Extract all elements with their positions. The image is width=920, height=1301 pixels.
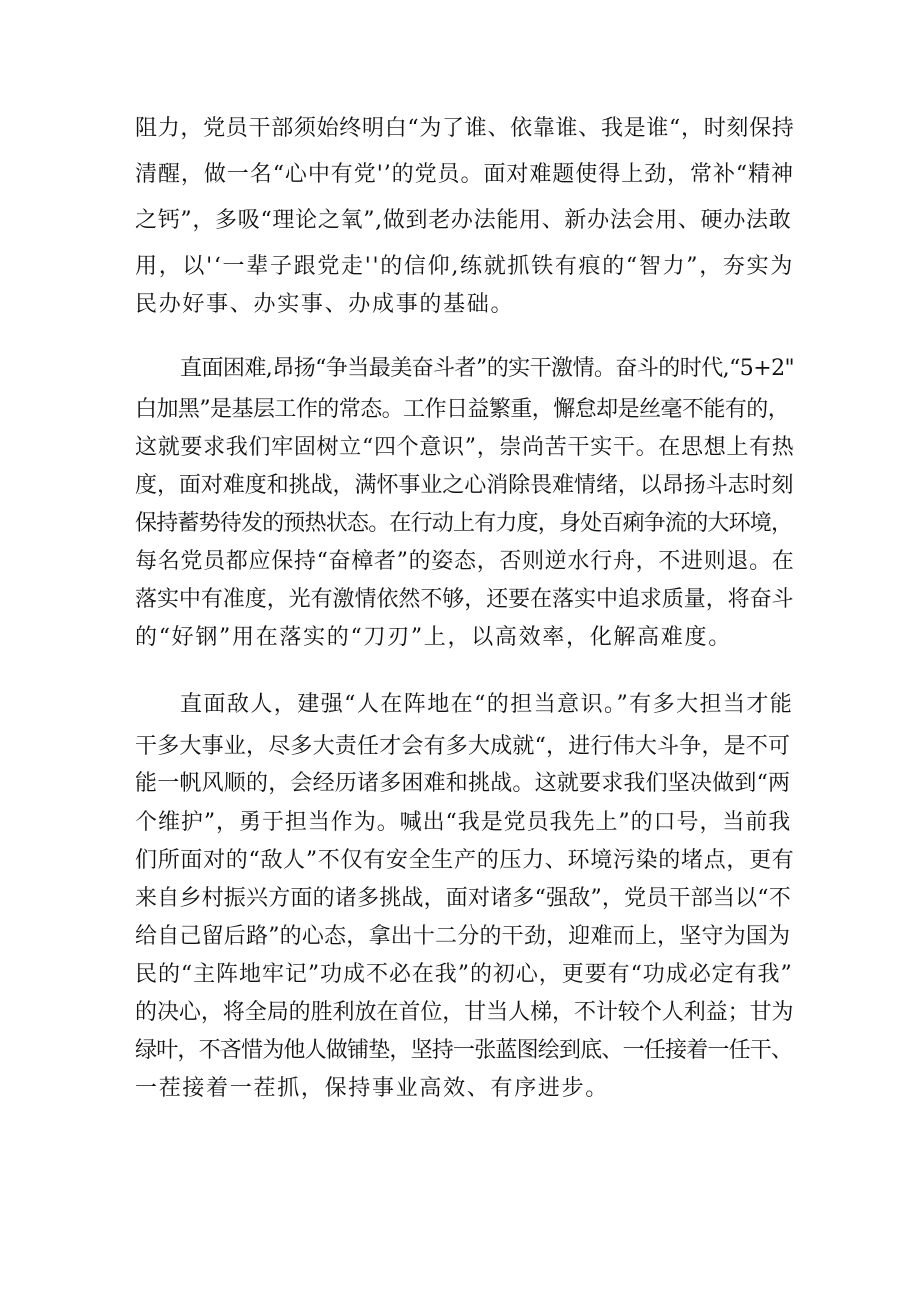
text-line: 给自己留后路”的心态，拿出十二分的干劲，迎难而上，坚守为国为 bbox=[135, 924, 791, 949]
text-line: 每名党员都应保持“奋樟者”的姿态，否则逆水行舟，不进则退。在 bbox=[135, 549, 795, 574]
text-line: 直面敌人，建强“人在阵地在“的担当意识。”有多大担当才能 bbox=[180, 692, 794, 717]
text-line: 来自乡村振兴方面的诸多挑战，面对诸多“强敌”，党员干部当以“不 bbox=[135, 886, 791, 911]
text-line: 度，面对难度和挑战，满怀事业之心消除畏难情绪，以昂扬斗志时刻 bbox=[135, 473, 794, 498]
text-line: 绿叶，不吝惜为他人做铺垫，坚持一张蓝图绘到底、一任接着一任干、 bbox=[135, 1038, 793, 1063]
text-line: 干多大事业，尽多大责任才会有多大成就“，进行伟大斗争，是不可 bbox=[135, 734, 791, 759]
text-line: 这就要求我们牢固树立“四个意识”，崇尚苦干实干。在思想上有热 bbox=[135, 435, 795, 460]
text-line: 直面困难,昂扬“争当最美奋斗者”的实干激情。奋斗的时代,“5+2" bbox=[180, 356, 795, 381]
text-line: 之钙”，多吸“理论之氧”,做到老办法能用、新办法会用、硬办法敢 bbox=[135, 208, 792, 233]
text-line: 民办好事、办实事、办成事的基础。 bbox=[135, 292, 515, 317]
text-line: 阻力，党员干部须始终明白“为了谁、依靠谁、我是谁“，时刻保持 bbox=[135, 116, 795, 141]
text-line: 白加黑”是基层工作的常态。工作日益繁重，懈怠却是丝毫不能有的， bbox=[135, 397, 790, 422]
text-line: 一茬接着一茬抓，保持事业高效、有序进步。 bbox=[135, 1076, 610, 1101]
text-line: 保持蓄势待发的预热状态。在行动上有力度，身处百痢争流的大环境， bbox=[135, 511, 793, 536]
text-line: 的“好钢”用在落实的“刀刃”上，以高效率，化解高难度。 bbox=[135, 625, 732, 650]
text-line: 落实中有准度，光有激情依然不够，还要在落实中追求质量，将奋斗 bbox=[135, 587, 794, 612]
text-line: 们所面对的“敌人”不仅有安全生产的压力、环境污染的堵点，更有 bbox=[135, 848, 795, 873]
text-line: 能一帆风顺的，会经历诸多困难和挑战。这就要求我们坚决做到“两 bbox=[135, 771, 791, 796]
text-line: 清醒，做一名“心中有党'’的党员。面对难题使得上劲，常补“精神 bbox=[135, 162, 794, 187]
text-line: 民的“主阵地牢记”功成不必在我”的初心，更要有“功成必定有我” bbox=[135, 962, 793, 987]
text-line: 用，以'‘一辈子跟党走''的信仰,练就抓铁有痕的“智力”，夯实为 bbox=[135, 254, 795, 279]
text-line: 个维护”，勇于担当作为。喊出“我是党员我先上”的口号，当前我 bbox=[135, 810, 792, 835]
text-line: 的决心，将全局的胜利放在首位，甘当人梯，不计较个人利益；甘为 bbox=[135, 1000, 794, 1025]
